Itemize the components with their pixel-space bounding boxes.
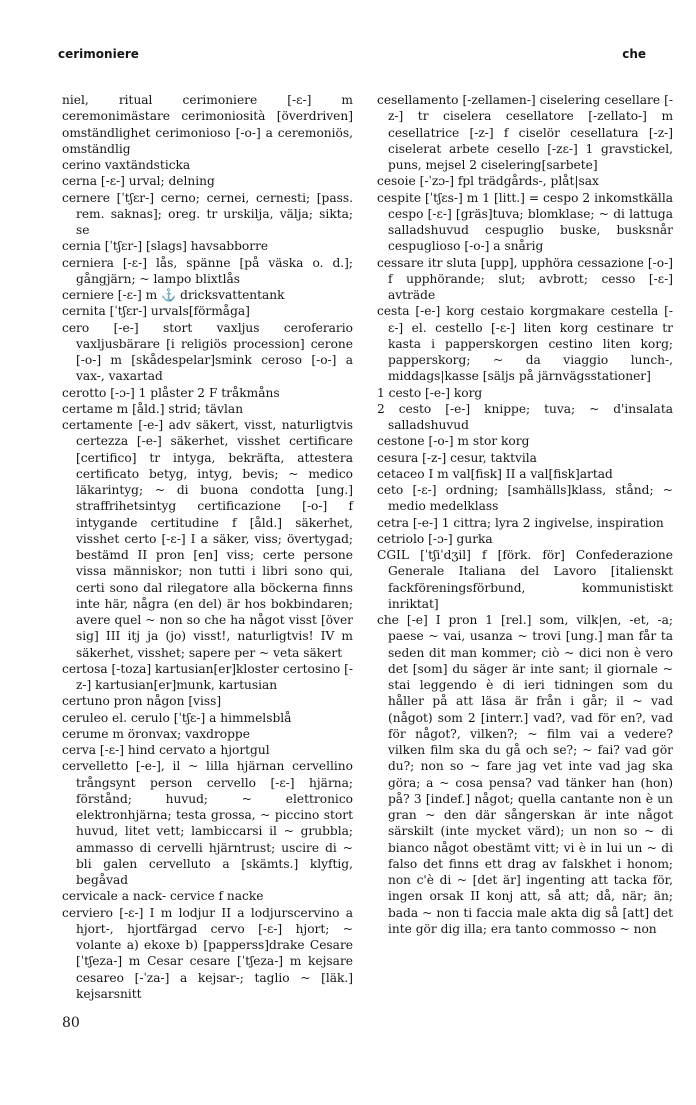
dictionary-entry: cetra [-e-] 1 cittra; lyra 2 ingivelse, inspiration <box>377 515 664 530</box>
dictionary-entry: niel, ritual cerimoniere [-ɛ-] m ceremonimästare cerimoniosità [överdriven] omständlighet cerimonioso [-o-] a ceremoniös, omständlig <box>62 93 353 156</box>
dictionary-entry: 1 cesto [-e-] korg <box>377 385 483 400</box>
dictionary-entry: cerotto [-ɔ-] 1 plåster 2 F tråkmåns <box>62 385 280 400</box>
dictionary-entry: cero [-e-] stort vaxljus ceroferario vaxljusbärare [i religiös procession] cerone [-o-] m [skådespelar]smink ceroso [-o-] a vax-, vaxartad <box>62 320 353 384</box>
left-column <box>62 92 353 1002</box>
page-number: 80 <box>62 1015 80 1031</box>
dictionary-entry: cervelletto [-e-], il ~ lilla hjärnan cervellino trångsynt person cervello [-ɛ-] hjärna; förstånd; huvud; ~ elettronico elektronhjärna; testa grossa, ~ piccino stort huvud, litet vett; lambiccarsi il ~ grubbla; ammasso di cervelli hjärntrust; uscire di ~ bli galen cervelluto a [skämts.] klyftig, begåvad <box>62 759 353 887</box>
dictionary-entry: cernere [ˈtʃɛr-] cerno; cernei, cernesti; [pass. rem. saknas]; oreg. tr urskilja, välja; sikta; se <box>62 190 353 237</box>
dictionary-entry: cerniere [-ɛ-] m ⚓ dricksvattentank <box>62 288 285 302</box>
dictionary-entry: cesta [-e-] korg cestaio korgmakare cestella [-ɛ-] el. cestello [-ɛ-] liten korg cestinare tr kasta i papperskorgen cestino liten korg; papperskorg; ~ da viaggio lunch-, middags|kasse [säljs på järnvägsstationer] <box>377 304 673 384</box>
right-column <box>377 92 673 937</box>
dictionary-entry: cernia [ˈtʃɛr-] [slags] havsabborre <box>62 239 269 254</box>
dictionary-entry: cerino vaxtändsticka <box>62 158 191 172</box>
dictionary-entry: certame m [åld.] strid; tävlan <box>62 401 244 416</box>
running-head-left: cerimoniere <box>58 47 139 61</box>
dictionary-entry: cerniera [-ɛ-] lås, spänne [på väska o. d.]; gångjärn; ~ lampo blixtlås <box>62 255 353 286</box>
dictionary-entry: CGIL [ˈtʃiˈdʒil] f [förk. för] Confederazione Generale Italiana del Lavoro [italienskt fackföreningsförbund, kommunistiskt inriktat] <box>377 548 673 611</box>
dictionary-entry: cesura [-z-] cesur, taktvila <box>377 450 537 465</box>
running-head-right: che <box>622 47 646 61</box>
dictionary-entry: cetaceo I m val[fisk] II a val[fisk]artad <box>377 466 613 481</box>
dictionary-entry: cesoie [-ˈzɔ-] fpl trädgårds-, plåt|sax <box>377 174 599 189</box>
dictionary-entry: ceto [-ɛ-] ordning; [samhälls]klass, stånd; ~ medio medelklass <box>377 483 673 514</box>
dictionary-entry: cervicale a nack- cervice f nacke <box>62 889 264 904</box>
dictionary-entry: certuno pron någon [viss] <box>62 694 222 709</box>
dictionary-entry: cespite [ˈtʃɛs-] m 1 [litt.] = cespo 2 inkomstkälla cespo [-ɛ-] [gräs]tuva; blomklase; ~ di lattuga salladshuvud cespuglio buske, busksnår cespuglioso [-o-] a snårig <box>377 190 673 254</box>
dictionary-entry: cesellamento [-zellamen-] ciselering cesellare [-z-] tr ciselera cesellatore [-zellato-] m cesellatrice [-z-] f ciselör cesellatura [-z-] ciselerat arbete cesello [-zɛ-] 1 gravstickel, puns, mejsel 2 ciselering[sarbete] <box>377 93 673 172</box>
dictionary-entry: certamente [-e-] adv säkert, visst, naturligtvis certezza [-e-] säkerhet, visshet certificare [certifico] tr intyga, bekräfta, attestera certificato betyg, intyg, bevis; ~ medico läkarintyg; ~ di buona condotta [ung.] straffrihetsintyg certificazione [-o-] f intygande certitudine f [åld.] säkerhet, visshet certo [-ɛ-] I a säker, viss; övertygad; bestämd II pron [en] viss; certe persone vissa människor; non tutti i libri sono qui, certi sono dal rilegatore alla böckerna finns inte här, några (en del) är hos bokbindaren; avere quel ~ non so che ha något visst [över sig] III itj ja (jo) visst!, naturligtvis! IV m säkerhet, visshet; sapere per ~ veta säkert <box>62 418 353 660</box>
dictionary-entry: che [-e] I pron 1 [rel.] som, vilk|en, -et, -a; paese ~ vai, usanza ~ trovi [ung.] man får ta seden dit man kommer; ciò ~ dici non è vero det [som] du säger är inte sant; il giornale ~ stai leggendo è di ieri tidningen som du håller på att läsa är från i går; il ~ vad (något) som 2 [interr.] vad?, vad för en?, vad för något?, vilken?; ~ film vai a vedere? vilken film ska du gå och se?; ~ fai? vad gör du?; non so ~ fare jag vet inte vad jag ska göra; a ~ cosa pensa? vad tänker han (hon) på? 3 [indef.] något; quella cantante non è un gran ~ den där sångerskan är inte något särskilt (inte mycket värd); un non so ~ di bianco något obestämt vitt; vi è in lui un ~ di falso det finns ett drag av falskhet i honom; non c'è di ~ [det är] ingenting att tacka för, ingen orsak II konj att, så att; då, när; än; bada ~ non ti faccia male akta dig så [att] det inte gör dig illa; era tanto commosso ~ non <box>377 613 673 936</box>
dictionary-entry: cernita [ˈtʃɛr-] urvals[förmåga] <box>62 304 250 319</box>
dictionary-entry: cestone [-o-] m stor korg <box>377 434 530 449</box>
dictionary-entry: certosa [-toza] kartusian[er]kloster certosino [-z-] kartusian[er]munk, kartusian <box>62 661 353 692</box>
dictionary-entry: cerume m öronvax; vaxdroppe <box>62 726 250 741</box>
dictionary-entry: cessare itr sluta [upp], upphöra cessazione [-o-] f upphörande; slut; avbrott; cesso [-ɛ-] avträde <box>377 255 673 302</box>
dictionary-entry: ceruleo el. cerulo [ˈtʃɛ-] a himmelsblå <box>62 710 292 725</box>
dictionary-entry: cerviero [-ɛ-] I m lodjur II a lodjurscervino a hjort-, hjortfärgad cervo [-ɛ-] hjort; ~ volante a) ekoxe b) [papperss]drake Cesare [ˈtʃeza-] m Cesar cesare [ˈtʃeza-] m kejsare cesareo [-ˈza-] a kejsar-; taglio ~ [läk.] kejsarsnitt <box>62 905 353 1001</box>
dictionary-entry: cerna [-ɛ-] urval; delning <box>62 174 215 189</box>
dictionary-entry: cetriolo [-ɔ-] gurka <box>377 531 493 546</box>
dictionary-entry: 2 cesto [-e-] knippe; tuva; ~ d'insalata salladshuvud <box>377 401 673 432</box>
dictionary-entry: cerva [-ɛ-] hind cervato a hjortgul <box>62 743 270 757</box>
